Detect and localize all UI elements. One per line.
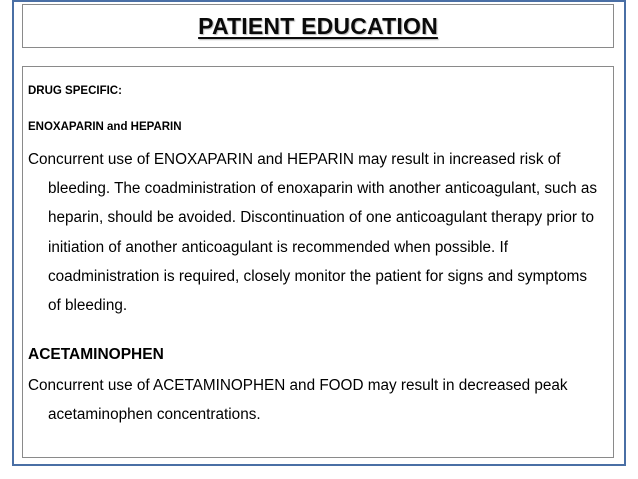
- interaction-text: Concurrent use of ENOXAPARIN and HEPARIN may result in increased risk of bleeding. The coadministration of enoxaparin with another anticoagulant, such as heparin, should be avoided. Discontinuation of one anticoagulant therapy prior to initiation of another anticoagulant is recommended when possible. If coadministration is required, closely monitor the patient for signs and symptoms of bleeding.: [28, 151, 598, 315]
- acetaminophen-heading: ACETAMINOPHEN: [28, 346, 164, 363]
- drug-pair-heading: ENOXAPARIN and HEPARIN: [28, 121, 182, 133]
- drug-specific-label: DRUG SPECIFIC:: [28, 85, 122, 97]
- page-title: PATIENT EDUCATION: [198, 12, 438, 39]
- title-box: [22, 4, 614, 48]
- acetaminophen-text: Concurrent use of ACETAMINOPHEN and FOOD may result in decreased peak acetaminophen concentrations.: [28, 377, 568, 424]
